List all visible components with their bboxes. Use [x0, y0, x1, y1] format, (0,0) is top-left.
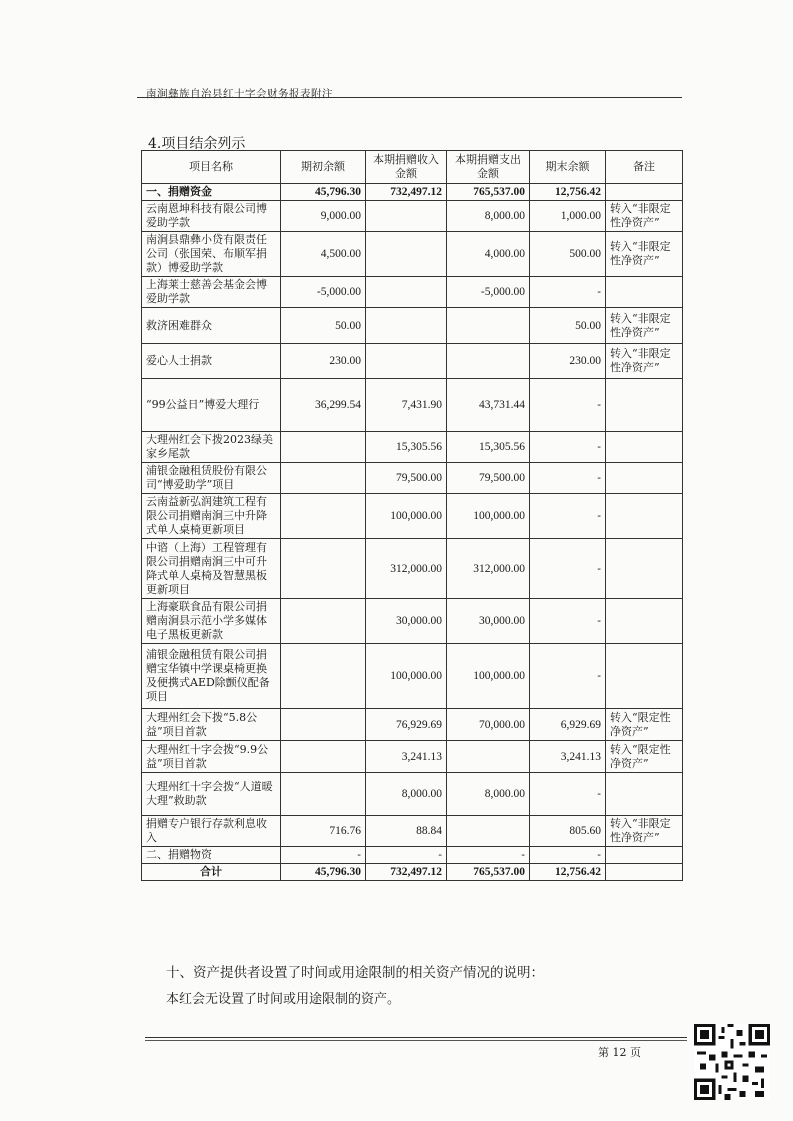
- project-name-cell: 大理州红十字会拨“人道暖大理”救助款: [142, 773, 281, 816]
- amount-cell: [281, 773, 366, 816]
- qr-code-icon: [694, 1024, 770, 1100]
- project-name-cell: 上海豪联食品有限公司捐赠南涧县示范小学多媒体电子黑板更新款: [142, 599, 281, 644]
- amount-cell: 765,537.00: [447, 184, 530, 201]
- remark-cell: [606, 379, 683, 432]
- amount-cell: 6,929.69: [530, 709, 606, 741]
- remark-cell: [606, 184, 683, 201]
- amount-cell: 312,000.00: [366, 539, 447, 599]
- amount-cell: 12,756.42: [530, 864, 606, 881]
- remark-cell: [606, 539, 683, 599]
- amount-cell: 43,731.44: [447, 379, 530, 432]
- amount-cell: 7,431.90: [366, 379, 447, 432]
- amount-cell: [281, 599, 366, 644]
- amount-cell: 8,000.00: [447, 773, 530, 816]
- amount-cell: 70,000.00: [447, 709, 530, 741]
- amount-cell: [281, 463, 366, 494]
- amount-cell: 100,000.00: [366, 494, 447, 539]
- amount-cell: [281, 741, 366, 773]
- amount-cell: -: [530, 644, 606, 709]
- amount-cell: [447, 308, 530, 344]
- project-name-cell: 大理州红会下拨2023绿美家乡尾款: [142, 432, 281, 463]
- table-row: [142, 709, 683, 741]
- amount-cell: -: [530, 539, 606, 599]
- amount-cell: 3,241.13: [530, 741, 606, 773]
- amount-cell: -: [447, 847, 530, 864]
- table-row: [142, 539, 683, 599]
- amount-cell: 3,241.13: [366, 741, 447, 773]
- table-row: [142, 344, 683, 379]
- footer-divider: [145, 1040, 687, 1041]
- amount-cell: 8,000.00: [366, 773, 447, 816]
- amount-cell: [447, 344, 530, 379]
- note-title: 十、资产提供者设置了时间或用途限制的相关资产情况的说明：: [166, 965, 544, 981]
- remark-cell: [606, 864, 683, 881]
- amount-cell: 765,537.00: [447, 864, 530, 881]
- table-row: [142, 308, 683, 344]
- remark-cell: [606, 599, 683, 644]
- amount-cell: [366, 308, 447, 344]
- amount-cell: [281, 709, 366, 741]
- table-row: [142, 379, 683, 432]
- amount-cell: 12,756.42: [530, 184, 606, 201]
- remark-cell: [606, 644, 683, 709]
- amount-cell: 312,000.00: [447, 539, 530, 599]
- amount-cell: 500.00: [530, 232, 606, 277]
- table-row: [142, 741, 683, 773]
- table-row: [142, 277, 683, 308]
- amount-cell: 716.76: [281, 816, 366, 847]
- amount-cell: 15,305.56: [447, 432, 530, 463]
- project-name-cell: 南涧县鼎彝小贷有限责任公司（张国荣、布顺军捐款）博爱助学款: [142, 232, 281, 277]
- project-name-cell: 捐赠专户银行存款利息收入: [142, 816, 281, 847]
- project-name-cell: 大理州红十字会拨“9.9公益”项目首款: [142, 741, 281, 773]
- column-header: 备注: [606, 151, 683, 184]
- amount-cell: 9,000.00: [281, 201, 366, 232]
- project-name-cell: 云南恩坤科技有限公司博爱助学款: [142, 201, 281, 232]
- amount-cell: 1,000.00: [530, 201, 606, 232]
- remark-cell: 转入“限定性净资产”: [606, 741, 683, 773]
- table-row: [142, 847, 683, 864]
- amount-cell: 50.00: [281, 308, 366, 344]
- table-row: [142, 494, 683, 539]
- amount-cell: 100,000.00: [447, 494, 530, 539]
- project-name-cell: 爱心人士捐款: [142, 344, 281, 379]
- project-balance-table: [141, 150, 683, 881]
- amount-cell: [281, 432, 366, 463]
- project-name-cell: 救济困难群众: [142, 308, 281, 344]
- remark-cell: [606, 432, 683, 463]
- amount-cell: [447, 741, 530, 773]
- amount-cell: 45,796.30: [281, 864, 366, 881]
- amount-cell: 732,497.12: [366, 864, 447, 881]
- amount-cell: 79,500.00: [366, 463, 447, 494]
- amount-cell: -: [530, 847, 606, 864]
- remark-cell: 转入“非限定性净资产”: [606, 232, 683, 277]
- amount-cell: 230.00: [281, 344, 366, 379]
- column-header: 项目名称: [142, 151, 281, 184]
- table-header-row: [142, 151, 683, 184]
- remark-cell: [606, 773, 683, 816]
- project-name-cell: 大理州红会下拨“5.8公益”项目首款: [142, 709, 281, 741]
- amount-cell: [366, 232, 447, 277]
- table-row: [142, 201, 683, 232]
- amount-cell: [281, 494, 366, 539]
- amount-cell: -5,000.00: [281, 277, 366, 308]
- project-name-cell: 二、捐赠物资: [142, 847, 281, 864]
- amount-cell: -: [530, 494, 606, 539]
- amount-cell: 4,500.00: [281, 232, 366, 277]
- amount-cell: [366, 201, 447, 232]
- amount-cell: 45,796.30: [281, 184, 366, 201]
- project-name-cell: “99公益日”博爱大理行: [142, 379, 281, 432]
- amount-cell: 50.00: [530, 308, 606, 344]
- amount-cell: 230.00: [530, 344, 606, 379]
- column-header: 本期捐赠收入金额: [366, 151, 447, 184]
- amount-cell: -: [530, 432, 606, 463]
- amount-cell: -: [530, 277, 606, 308]
- amount-cell: -: [530, 773, 606, 816]
- remark-cell: 转入“非限定性净资产”: [606, 344, 683, 379]
- note-body: 本红会无设置了时间或用途限制的资产。: [166, 992, 401, 1007]
- project-name-cell: 中谘（上海）工程管理有限公司捐赠南涧三中可升降式单人桌椅及智慧黑板更新项目: [142, 539, 281, 599]
- amount-cell: 30,000.00: [366, 599, 447, 644]
- project-name-cell: 云南益新弘润建筑工程有限公司捐赠南涧三中升降式单人桌椅更新项目: [142, 494, 281, 539]
- amount-cell: 15,305.56: [366, 432, 447, 463]
- remark-cell: [606, 847, 683, 864]
- amount-cell: 100,000.00: [366, 644, 447, 709]
- amount-cell: [281, 644, 366, 709]
- amount-cell: 76,929.69: [366, 709, 447, 741]
- header-divider: [137, 97, 682, 98]
- amount-cell: [366, 277, 447, 308]
- remark-cell: 转入“非限定性净资产”: [606, 308, 683, 344]
- table-row: [142, 816, 683, 847]
- table-row: [142, 463, 683, 494]
- total-row: [142, 864, 683, 881]
- amount-cell: -: [530, 379, 606, 432]
- amount-cell: -: [530, 599, 606, 644]
- table-row: [142, 644, 683, 709]
- table-row: [142, 432, 683, 463]
- amount-cell: [366, 344, 447, 379]
- table-row: [142, 184, 683, 201]
- amount-cell: 805.60: [530, 816, 606, 847]
- remark-cell: 转入“非限定性净资产”: [606, 816, 683, 847]
- table-row: [142, 773, 683, 816]
- column-header: 期末余额: [530, 151, 606, 184]
- column-header: 本期捐赠支出金额: [447, 151, 530, 184]
- amount-cell: 79,500.00: [447, 463, 530, 494]
- amount-cell: 732,497.12: [366, 184, 447, 201]
- amount-cell: [447, 816, 530, 847]
- page-number: 第 12 页: [598, 1046, 641, 1059]
- amount-cell: -: [530, 463, 606, 494]
- remark-cell: 转入“非限定性净资产”: [606, 201, 683, 232]
- amount-cell: 36,299.54: [281, 379, 366, 432]
- remark-cell: [606, 494, 683, 539]
- amount-cell: 8,000.00: [447, 201, 530, 232]
- project-name-cell: 合计: [142, 864, 281, 881]
- amount-cell: 4,000.00: [447, 232, 530, 277]
- column-header: 期初余额: [281, 151, 366, 184]
- section-title: 4.项目结余列示: [148, 136, 246, 152]
- project-name-cell: 上海莱士慈善会基金会博爱助学款: [142, 277, 281, 308]
- amount-cell: -: [366, 847, 447, 864]
- remark-cell: 转入“限定性净资产”: [606, 709, 683, 741]
- remark-cell: [606, 277, 683, 308]
- amount-cell: 30,000.00: [447, 599, 530, 644]
- amount-cell: -5,000.00: [447, 277, 530, 308]
- footer-divider: [145, 1037, 687, 1038]
- project-name-cell: 浦银金融租赁有限公司捐赠宝华镇中学课桌椅更换及便携式AED除颤仪配备项目: [142, 644, 281, 709]
- project-name-cell: 浦银金融租赁股份有限公司“博爱助学”项目: [142, 463, 281, 494]
- project-name-cell: 一、捐赠资金: [142, 184, 281, 201]
- amount-cell: 100,000.00: [447, 644, 530, 709]
- amount-cell: [281, 539, 366, 599]
- remark-cell: [606, 463, 683, 494]
- table-row: [142, 599, 683, 644]
- amount-cell: 88.84: [366, 816, 447, 847]
- amount-cell: -: [281, 847, 366, 864]
- table-row: [142, 232, 683, 277]
- report-header: 南涧彝族自治县红十字会财务报表附注: [146, 88, 333, 100]
